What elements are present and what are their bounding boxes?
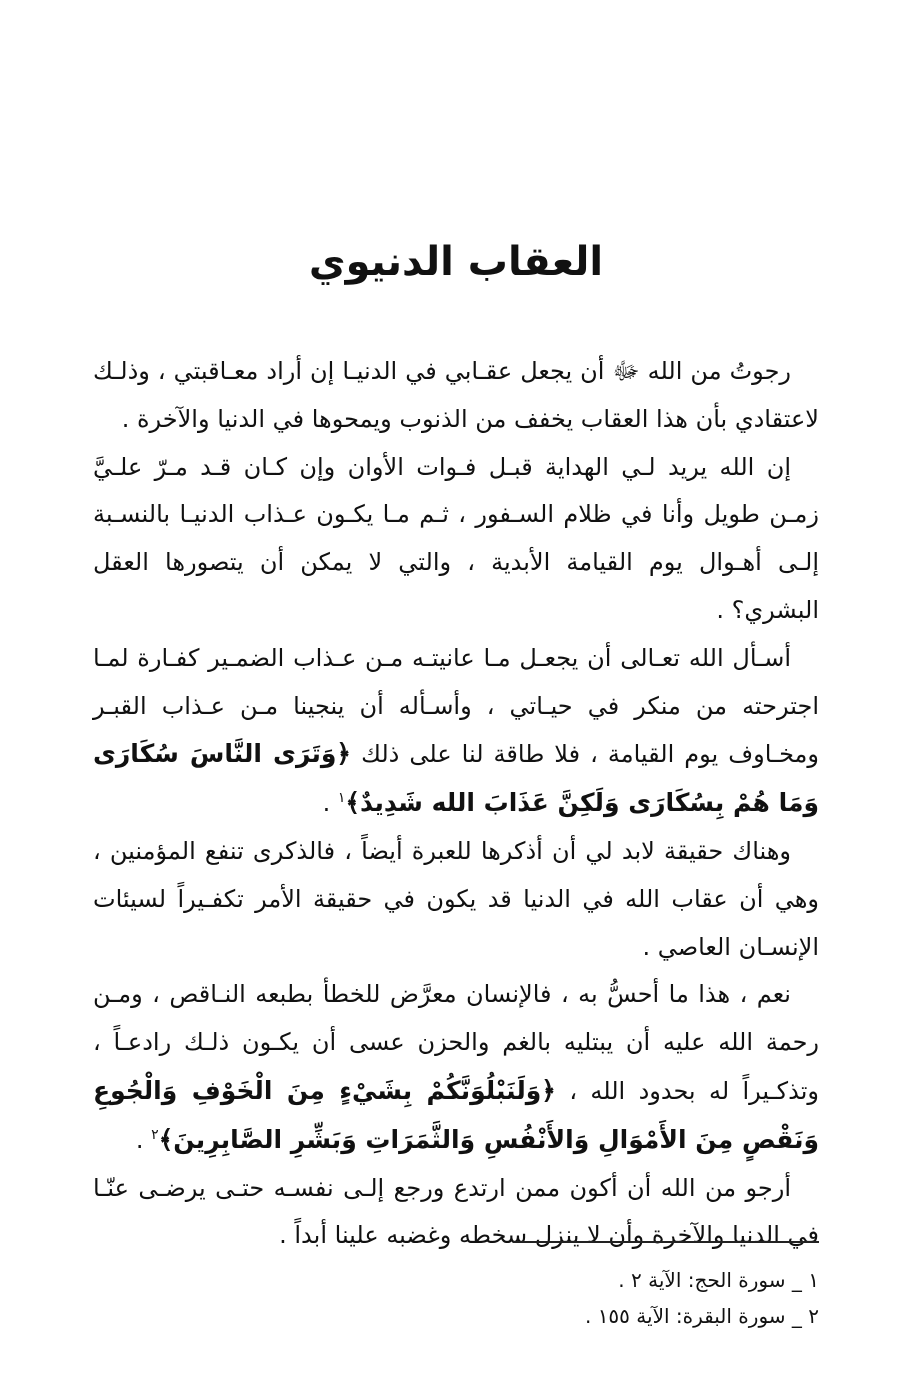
footnotes bbox=[319, 1262, 819, 1334]
paragraph-3-text: أسـأل الله تعـالى أن يجعـل مـا عانيتـه مـن عـذاب الضمـير كفـارة لمـا اجترحته من منكر في حيـاتي ، وأسـأله أن ينجينا مـن عـذاب القبـر ومخـاوف يوم القيامة ، فلا طاقة لنا على ذلك bbox=[93, 643, 820, 769]
paragraph-3-end: . bbox=[322, 789, 338, 818]
paragraph-5-end: . bbox=[135, 1125, 152, 1154]
footnote-ref-2: ٢ bbox=[151, 1126, 159, 1143]
footnote-divider bbox=[513, 1241, 819, 1243]
paragraph-4: وهناك حقيقة لابد لي أن أذكرها للعبرة أيضاً ، فالذكرى تنفع المؤمنين ، وهي أن عقاب الله في الدنيا قد يكون في حقيقة الأمر تكفـيراً لسيئات الإنسـان العاصي . bbox=[93, 836, 819, 961]
body-text bbox=[93, 348, 819, 1260]
paragraph-2: إن الله يريد لـي الهداية قبـل فـوات الأوان وإن كـان قـد مـرّ علـيَّ زمـن طويل وأنا في ظلام السـفور ، ثـم مـا يكـون عـذاب الدنيـا بالنسـبة إلـى أهـوال يوم القيامة الأبدية ، والتي لا يمكن أن يتصورها العقل البشري؟ . bbox=[93, 452, 819, 624]
footnote-2: ٢ _ سورة البقرة: الآية ١٥٥ . bbox=[584, 1304, 819, 1328]
paragraph-3 bbox=[93, 635, 819, 828]
footnote-ref-1: ١ bbox=[337, 790, 346, 807]
paragraph-5 bbox=[93, 971, 819, 1164]
quran-verse-1: ﴿وَتَرَى النَّاسَ سُكَارَى وَمَا هُمْ بِسُكَارَى وَلَكِنَّ عَذَابَ الله شَدِيدٌ﴾ bbox=[93, 739, 819, 818]
footnote-1: ١ _ سورة الحج: الآية ٢ . bbox=[618, 1268, 819, 1292]
paragraph-5-text: نعم ، هذا ما أحسُّ به ، فالإنسان معرَّض للخطأ بطبعه النـاقص ، ومـن رحمة الله عليه أن يبتليه بالغم والحزن عسى أن يكـون ذلـك رادعـاً ، وتذكـيراً له بحدود الله ، bbox=[93, 980, 819, 1105]
page-title: العقاب الدنيوي bbox=[308, 239, 604, 285]
paragraph-1: رجوتُ من الله ﷻ أن يجعل عقـابي في الدنيـا إن أراد معـاقبتي ، وذلـك لاعتقادي بأن هذا العقاب يخفف من الذنوب ويمحوها في الدنيا والآخرة . bbox=[93, 357, 819, 433]
quran-verse-2: ﴿وَلَنَبْلُوَنَّكُمْ بِشَيْءٍ مِنَ الْخَوْفِ وَالْجُوعِ وَنَقْصٍ مِنَ الأَمْوَالِ وَالأَنْفُسِ وَالثَّمَرَاتِ وَبَشِّرِ الصَّابِرِينَ﴾ bbox=[93, 1075, 819, 1154]
paragraph-6: أرجو من الله أن أكون ممن ارتدع ورجع إلـى نفسـه حتـى يرضـى عنّـا في الدنيا والآخرة وأن لا ينزل سخطه وغضبه علينا أبداً . bbox=[93, 1173, 819, 1250]
